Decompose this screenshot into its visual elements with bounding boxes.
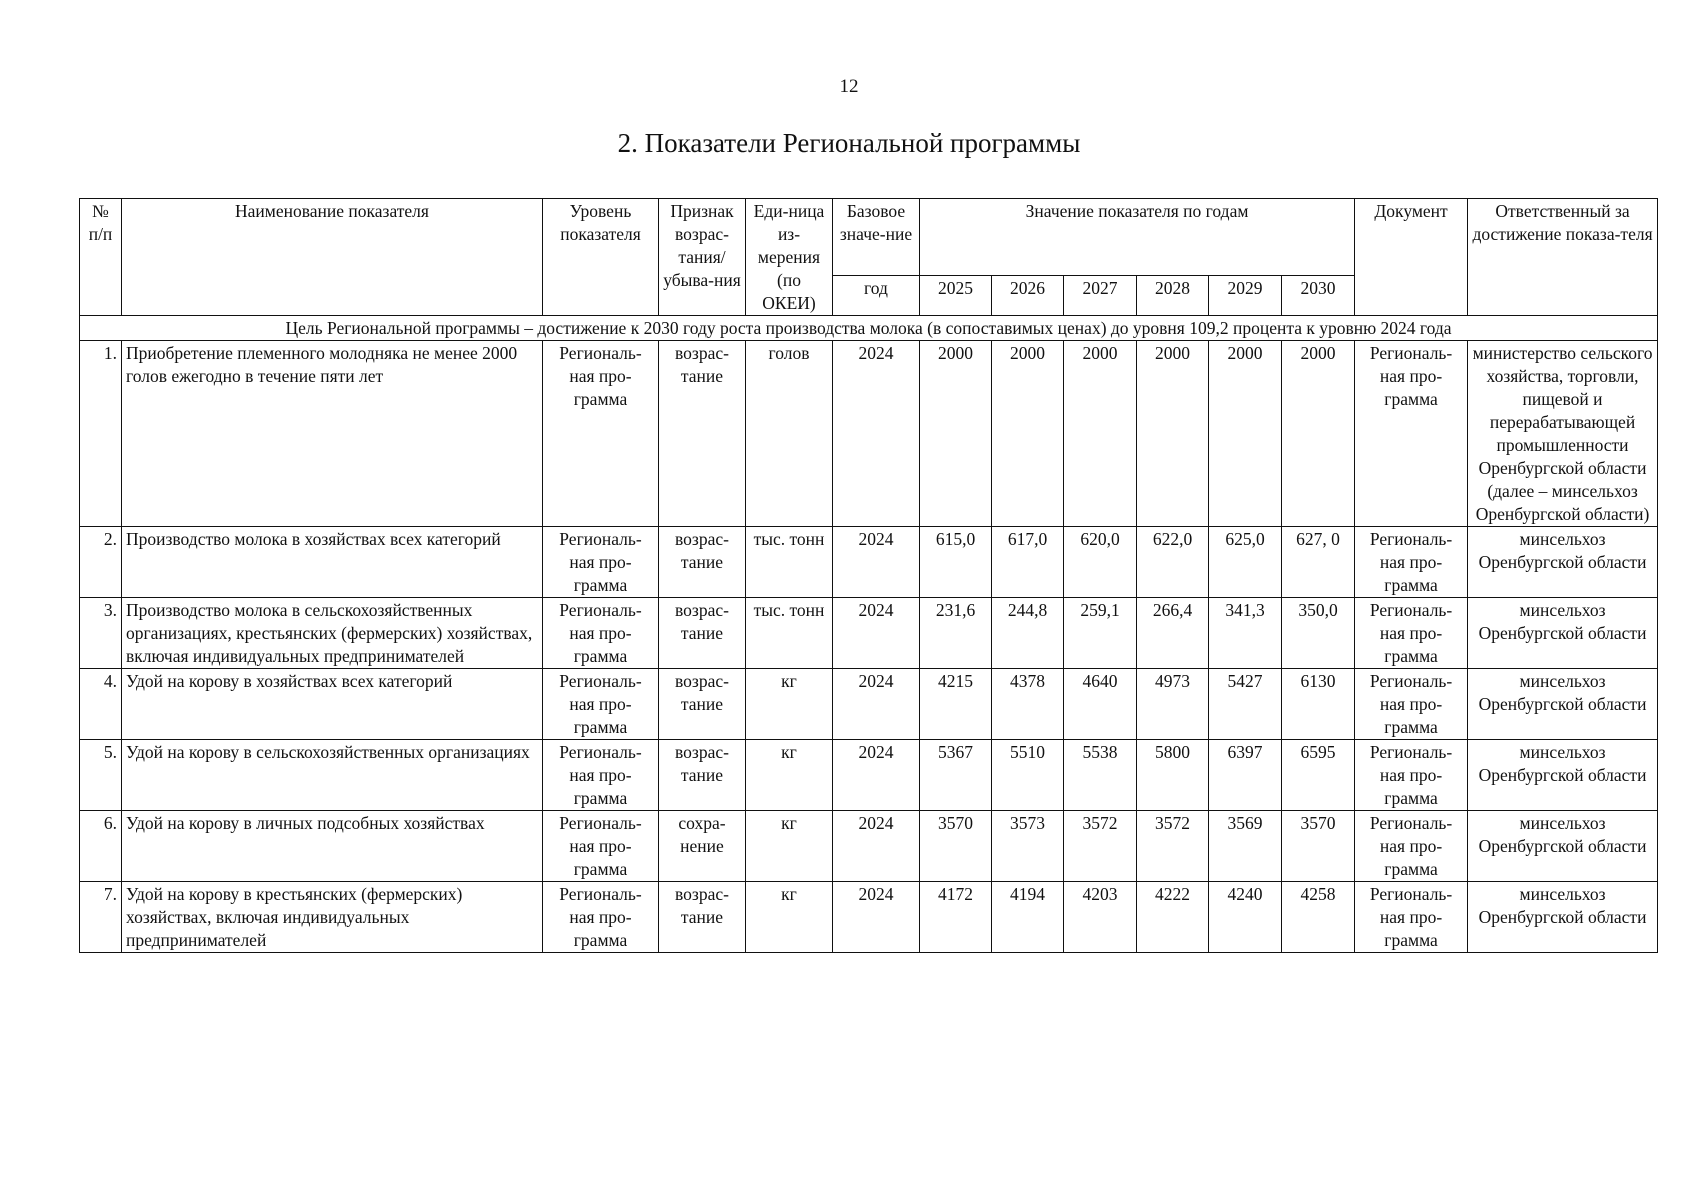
- base-year: 2024: [833, 669, 920, 740]
- indicator-trend: возрас-тание: [659, 598, 746, 669]
- header-num: № п/п: [80, 199, 122, 316]
- page-title: 2. Показатели Региональной программы: [617, 128, 1081, 158]
- row-num: 3.: [80, 598, 122, 669]
- value-2025: 4172: [920, 882, 992, 953]
- indicator-level: Региональ-ная про-грамма: [543, 527, 659, 598]
- value-2025: 615,0: [920, 527, 992, 598]
- indicator-level: Региональ-ная про-грамма: [543, 882, 659, 953]
- indicator-unit: голов: [746, 341, 833, 527]
- indicator-name: Производство молока в хозяйствах всех категорий: [122, 527, 543, 598]
- value-2030: 4258: [1282, 882, 1355, 953]
- indicator-name: Удой на корову в личных подсобных хозяйствах: [122, 811, 543, 882]
- indicator-level: Региональ-ная про-грамма: [543, 740, 659, 811]
- table-row: [80, 527, 1658, 598]
- header-base-value: Базовое значе-ние: [833, 199, 920, 276]
- value-2029: 5427: [1209, 669, 1282, 740]
- value-2029: 6397: [1209, 740, 1282, 811]
- indicator-unit: кг: [746, 740, 833, 811]
- value-2029: 3569: [1209, 811, 1282, 882]
- value-2027: 2000: [1064, 341, 1137, 527]
- indicator-unit: кг: [746, 669, 833, 740]
- value-2025: 5367: [920, 740, 992, 811]
- base-year: 2024: [833, 882, 920, 953]
- header-row: [80, 199, 1658, 276]
- indicator-level: Региональ-ная про-грамма: [543, 598, 659, 669]
- header-responsible: Ответственный за достижение показа-теля: [1468, 199, 1658, 316]
- value-2027: 4203: [1064, 882, 1137, 953]
- indicator-name: Приобретение племенного молодняка не менее 2000 голов ежегодно в течение пяти лет: [122, 341, 543, 527]
- base-year: 2024: [833, 341, 920, 527]
- indicator-unit: кг: [746, 882, 833, 953]
- goal-text: Цель Региональной программы – достижение к 2030 году роста производства молока (в сопоставимых ценах) до уровня 109,2 процента к уровню 2024 года: [80, 316, 1658, 341]
- value-2027: 259,1: [1064, 598, 1137, 669]
- header-year: 2029: [1209, 275, 1282, 315]
- table-row: [80, 882, 1658, 953]
- value-2029: 4240: [1209, 882, 1282, 953]
- base-year: 2024: [833, 527, 920, 598]
- table-row: [80, 669, 1658, 740]
- indicator-document: Региональ-ная про-грамма: [1355, 527, 1468, 598]
- value-2029: 341,3: [1209, 598, 1282, 669]
- value-2028: 4222: [1137, 882, 1209, 953]
- responsible-party: минсельхоз Оренбургской области: [1468, 669, 1658, 740]
- header-year: 2026: [992, 275, 1064, 315]
- indicator-trend: возрас-тание: [659, 527, 746, 598]
- header-year: 2030: [1282, 275, 1355, 315]
- base-year: 2024: [833, 811, 920, 882]
- value-2025: 2000: [920, 341, 992, 527]
- indicator-unit: тыс. тонн: [746, 598, 833, 669]
- value-2030: 350,0: [1282, 598, 1355, 669]
- table-row: [80, 341, 1658, 527]
- value-2028: 2000: [1137, 341, 1209, 527]
- header-year: 2027: [1064, 275, 1137, 315]
- row-num: 5.: [80, 740, 122, 811]
- table-row: [80, 740, 1658, 811]
- goal-row: [80, 316, 1658, 341]
- value-2027: 620,0: [1064, 527, 1137, 598]
- value-2026: 4194: [992, 882, 1064, 953]
- indicator-document: Региональ-ная про-грамма: [1355, 598, 1468, 669]
- value-2025: 231,6: [920, 598, 992, 669]
- value-2028: 622,0: [1137, 527, 1209, 598]
- value-2026: 5510: [992, 740, 1064, 811]
- value-2028: 5800: [1137, 740, 1209, 811]
- indicator-document: Региональ-ная про-грамма: [1355, 669, 1468, 740]
- value-2026: 4378: [992, 669, 1064, 740]
- header-year: 2028: [1137, 275, 1209, 315]
- value-2028: 3572: [1137, 811, 1209, 882]
- indicator-name: Удой на корову в хозяйствах всех категорий: [122, 669, 543, 740]
- indicator-name: Удой на корову в сельскохозяйственных организациях: [122, 740, 543, 811]
- header-document: Документ: [1355, 199, 1468, 316]
- value-2027: 3572: [1064, 811, 1137, 882]
- value-2029: 2000: [1209, 341, 1282, 527]
- indicator-name: Удой на корову в крестьянских (фермерских) хозяйствах, включая индивидуальных предпринимателей: [122, 882, 543, 953]
- indicator-trend: возрас-тание: [659, 882, 746, 953]
- indicators-table: [79, 198, 1658, 953]
- indicator-document: Региональ-ная про-грамма: [1355, 341, 1468, 527]
- indicator-unit: тыс. тонн: [746, 527, 833, 598]
- value-2030: 3570: [1282, 811, 1355, 882]
- responsible-party: минсельхоз Оренбургской области: [1468, 598, 1658, 669]
- page-number: 12: [839, 76, 859, 97]
- value-2026: 3573: [992, 811, 1064, 882]
- value-2025: 3570: [920, 811, 992, 882]
- header-values-by-year: Значение показателя по годам: [920, 199, 1355, 276]
- table-row: [80, 811, 1658, 882]
- header-level: Уровень показателя: [543, 199, 659, 316]
- value-2030: 627, 0: [1282, 527, 1355, 598]
- indicator-document: Региональ-ная про-грамма: [1355, 740, 1468, 811]
- responsible-party: минсельхоз Оренбургской области: [1468, 811, 1658, 882]
- responsible-party: минсельхоз Оренбургской области: [1468, 527, 1658, 598]
- row-num: 1.: [80, 341, 122, 527]
- responsible-party: минсельхоз Оренбургской области: [1468, 882, 1658, 953]
- responsible-party: минсельхоз Оренбургской области: [1468, 740, 1658, 811]
- indicator-trend: возрас-тание: [659, 669, 746, 740]
- base-year: 2024: [833, 740, 920, 811]
- indicator-level: Региональ-ная про-грамма: [543, 669, 659, 740]
- header-trend: Признак возрас-тания/ убыва-ния: [659, 199, 746, 316]
- indicator-trend: возрас-тание: [659, 740, 746, 811]
- value-2027: 5538: [1064, 740, 1137, 811]
- header-base-year: год: [833, 275, 920, 315]
- value-2025: 4215: [920, 669, 992, 740]
- indicator-level: Региональ-ная про-грамма: [543, 341, 659, 527]
- indicator-name: Производство молока в сельскохозяйственных организациях, крестьянских (фермерских) хозяйствах, включая индивидуальных предпринимателей: [122, 598, 543, 669]
- value-2026: 2000: [992, 341, 1064, 527]
- value-2028: 4973: [1137, 669, 1209, 740]
- indicator-document: Региональ-ная про-грамма: [1355, 811, 1468, 882]
- indicator-level: Региональ-ная про-грамма: [543, 811, 659, 882]
- responsible-party: министерство сельского хозяйства, торговли, пищевой и перерабатывающей промышленности Оренбургской области (далее – минсельхоз Оренбургской области): [1468, 341, 1658, 527]
- value-2030: 6130: [1282, 669, 1355, 740]
- row-num: 2.: [80, 527, 122, 598]
- value-2026: 244,8: [992, 598, 1064, 669]
- base-year: 2024: [833, 598, 920, 669]
- value-2030: 2000: [1282, 341, 1355, 527]
- indicator-document: Региональ-ная про-грамма: [1355, 882, 1468, 953]
- value-2026: 617,0: [992, 527, 1064, 598]
- header-name: Наименование показателя: [122, 199, 543, 316]
- indicator-unit: кг: [746, 811, 833, 882]
- header-year: 2025: [920, 275, 992, 315]
- row-num: 6.: [80, 811, 122, 882]
- value-2027: 4640: [1064, 669, 1137, 740]
- row-num: 4.: [80, 669, 122, 740]
- value-2030: 6595: [1282, 740, 1355, 811]
- table-row: [80, 598, 1658, 669]
- value-2028: 266,4: [1137, 598, 1209, 669]
- header-unit: Еди-ница из-мерения (по ОКЕИ): [746, 199, 833, 316]
- value-2029: 625,0: [1209, 527, 1282, 598]
- indicator-trend: сохра-нение: [659, 811, 746, 882]
- table-body: [80, 316, 1658, 953]
- indicator-trend: возрас-тание: [659, 341, 746, 527]
- row-num: 7.: [80, 882, 122, 953]
